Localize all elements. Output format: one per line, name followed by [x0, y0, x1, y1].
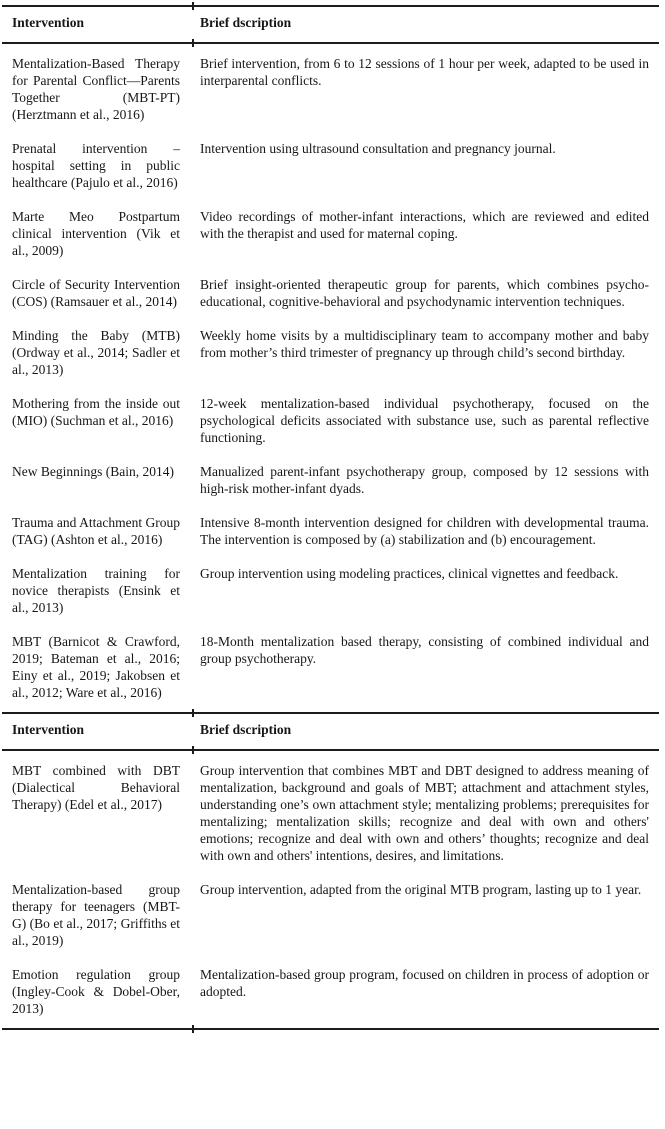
table-body-section-1 — [2, 44, 659, 712]
description-cell: Intensive 8-month intervention designed for children with developmental trauma. The intervention is composed by (a) stabilization and (b) encouragement. — [200, 515, 649, 547]
intervention-cell: New Beginnings (Bain, 2014) — [12, 464, 174, 479]
description-cell: Group intervention using modeling practices, clinical vignettes and feedback. — [200, 566, 619, 581]
description-cell: Intervention using ultrasound consultation and pregnancy journal. — [200, 141, 556, 156]
description-cell: Manualized parent-infant psychotherapy group, composed by 12 sessions with high-risk mother-infant dyads. — [200, 464, 649, 496]
description-cell: Brief intervention, from 6 to 12 sessions of 1 hour per week, adapted to be used in interparental conflicts. — [200, 56, 649, 88]
column-separator-tick — [192, 39, 194, 47]
intervention-cell: Mentalization-based group therapy for teenagers (MBT-G) (Bo et al., 2017; Griffiths et al., 2019) — [12, 882, 180, 948]
header-description: Brief dscription — [200, 722, 292, 737]
intervention-cell: Mentalization-Based Therapy for Parental Conflict—Parents Together (MBT-PT) (Herztmann et al., 2016) — [12, 56, 180, 122]
header-intervention: Intervention — [12, 722, 84, 737]
description-cell: Brief insight-oriented therapeutic group for parents, which combines psycho-educational, cognitive-behavioral and psychodynamic intervention techniques. — [200, 277, 649, 309]
intervention-cell: MBT (Barnicot & Crawford, 2019; Bateman et al., 2016; Einy et al., 2019; Jakobsen et al., 2012; Ware et al., 2016) — [12, 634, 180, 700]
description-cell: Weekly home visits by a multidisciplinary team to accompany mother and baby from mother’s third trimester of pregnancy up through child’s second birthday. — [200, 328, 649, 360]
table-body-section-2 — [2, 751, 659, 1028]
description-cell: Group intervention, adapted from the original MTB program, lasting up to 1 year. — [200, 882, 642, 897]
table-row — [2, 208, 659, 259]
table-row — [2, 327, 659, 378]
description-cell: 18-Month mentalization based therapy, consisting of combined individual and group psychotherapy. — [200, 634, 649, 666]
header-bottom-border — [2, 749, 659, 751]
intervention-cell: Prenatal intervention – hospital setting in public healthcare (Pajulo et al., 2016) — [12, 141, 180, 190]
table-row — [2, 395, 659, 446]
column-separator-tick — [192, 2, 194, 10]
table-row — [2, 881, 659, 949]
interventions-table — [2, 5, 659, 1030]
header-description: Brief dscription — [200, 15, 292, 30]
intervention-cell: Circle of Security Intervention (COS) (Ramsauer et al., 2014) — [12, 277, 180, 309]
table-row — [2, 140, 659, 191]
table-row — [2, 565, 659, 616]
table-row — [2, 514, 659, 548]
description-cell: 12-week mentalization-based individual psychotherapy, focused on the psychological deficits associated with substance use, such as parental reflective functioning. — [200, 396, 649, 445]
column-separator-tick — [192, 746, 194, 754]
table-row — [2, 966, 659, 1017]
description-cell: Mentalization-based group program, focused on children in process of adoption or adopted. — [200, 967, 649, 999]
intervention-cell: Marte Meo Postpartum clinical intervention (Vik et al., 2009) — [12, 209, 180, 258]
table-row — [2, 463, 659, 497]
table-header-row — [2, 714, 659, 749]
table-bottom-border — [2, 1028, 659, 1030]
section-divider-border — [2, 712, 659, 714]
header-bottom-border — [2, 42, 659, 44]
intervention-cell: Emotion regulation group (Ingley-Cook & Dobel-Ober, 2013) — [12, 967, 180, 1016]
intervention-cell: Minding the Baby (MTB) (Ordway et al., 2014; Sadler et al., 2013) — [12, 328, 180, 377]
description-cell: Group intervention that combines MBT and DBT designed to address meaning of mentalization, background and goals of MBT; attachment and attachment styles, understanding one’s own attachment style; mentalizing problems; prerequisites for mentalizing; mentalization skills; recognize and deal with own and others' emotions; recognize and deal with own and others’ thoughts; recognize and deal with own and others' intentions, desires, and limitations. — [200, 763, 649, 863]
intervention-cell: Trauma and Attachment Group (TAG) (Ashton et al., 2016) — [12, 515, 180, 547]
header-intervention: Intervention — [12, 15, 84, 30]
table-row — [2, 276, 659, 310]
table-row — [2, 762, 659, 864]
intervention-cell: Mothering from the inside out (MIO) (Suchman et al., 2016) — [12, 396, 180, 428]
column-separator-tick — [192, 1025, 194, 1033]
intervention-cell: MBT combined with DBT (Dialectical Behavioral Therapy) (Edel et al., 2017) — [12, 763, 180, 812]
column-separator-tick — [192, 709, 194, 717]
intervention-cell: Mentalization training for novice therapists (Ensink et al., 2013) — [12, 566, 180, 615]
table-top-border — [2, 5, 659, 7]
description-cell: Video recordings of mother-infant interactions, which are reviewed and edited with the therapist and used for maternal coping. — [200, 209, 649, 241]
table-row — [2, 633, 659, 701]
table-header-row — [2, 7, 659, 42]
table-row — [2, 55, 659, 123]
